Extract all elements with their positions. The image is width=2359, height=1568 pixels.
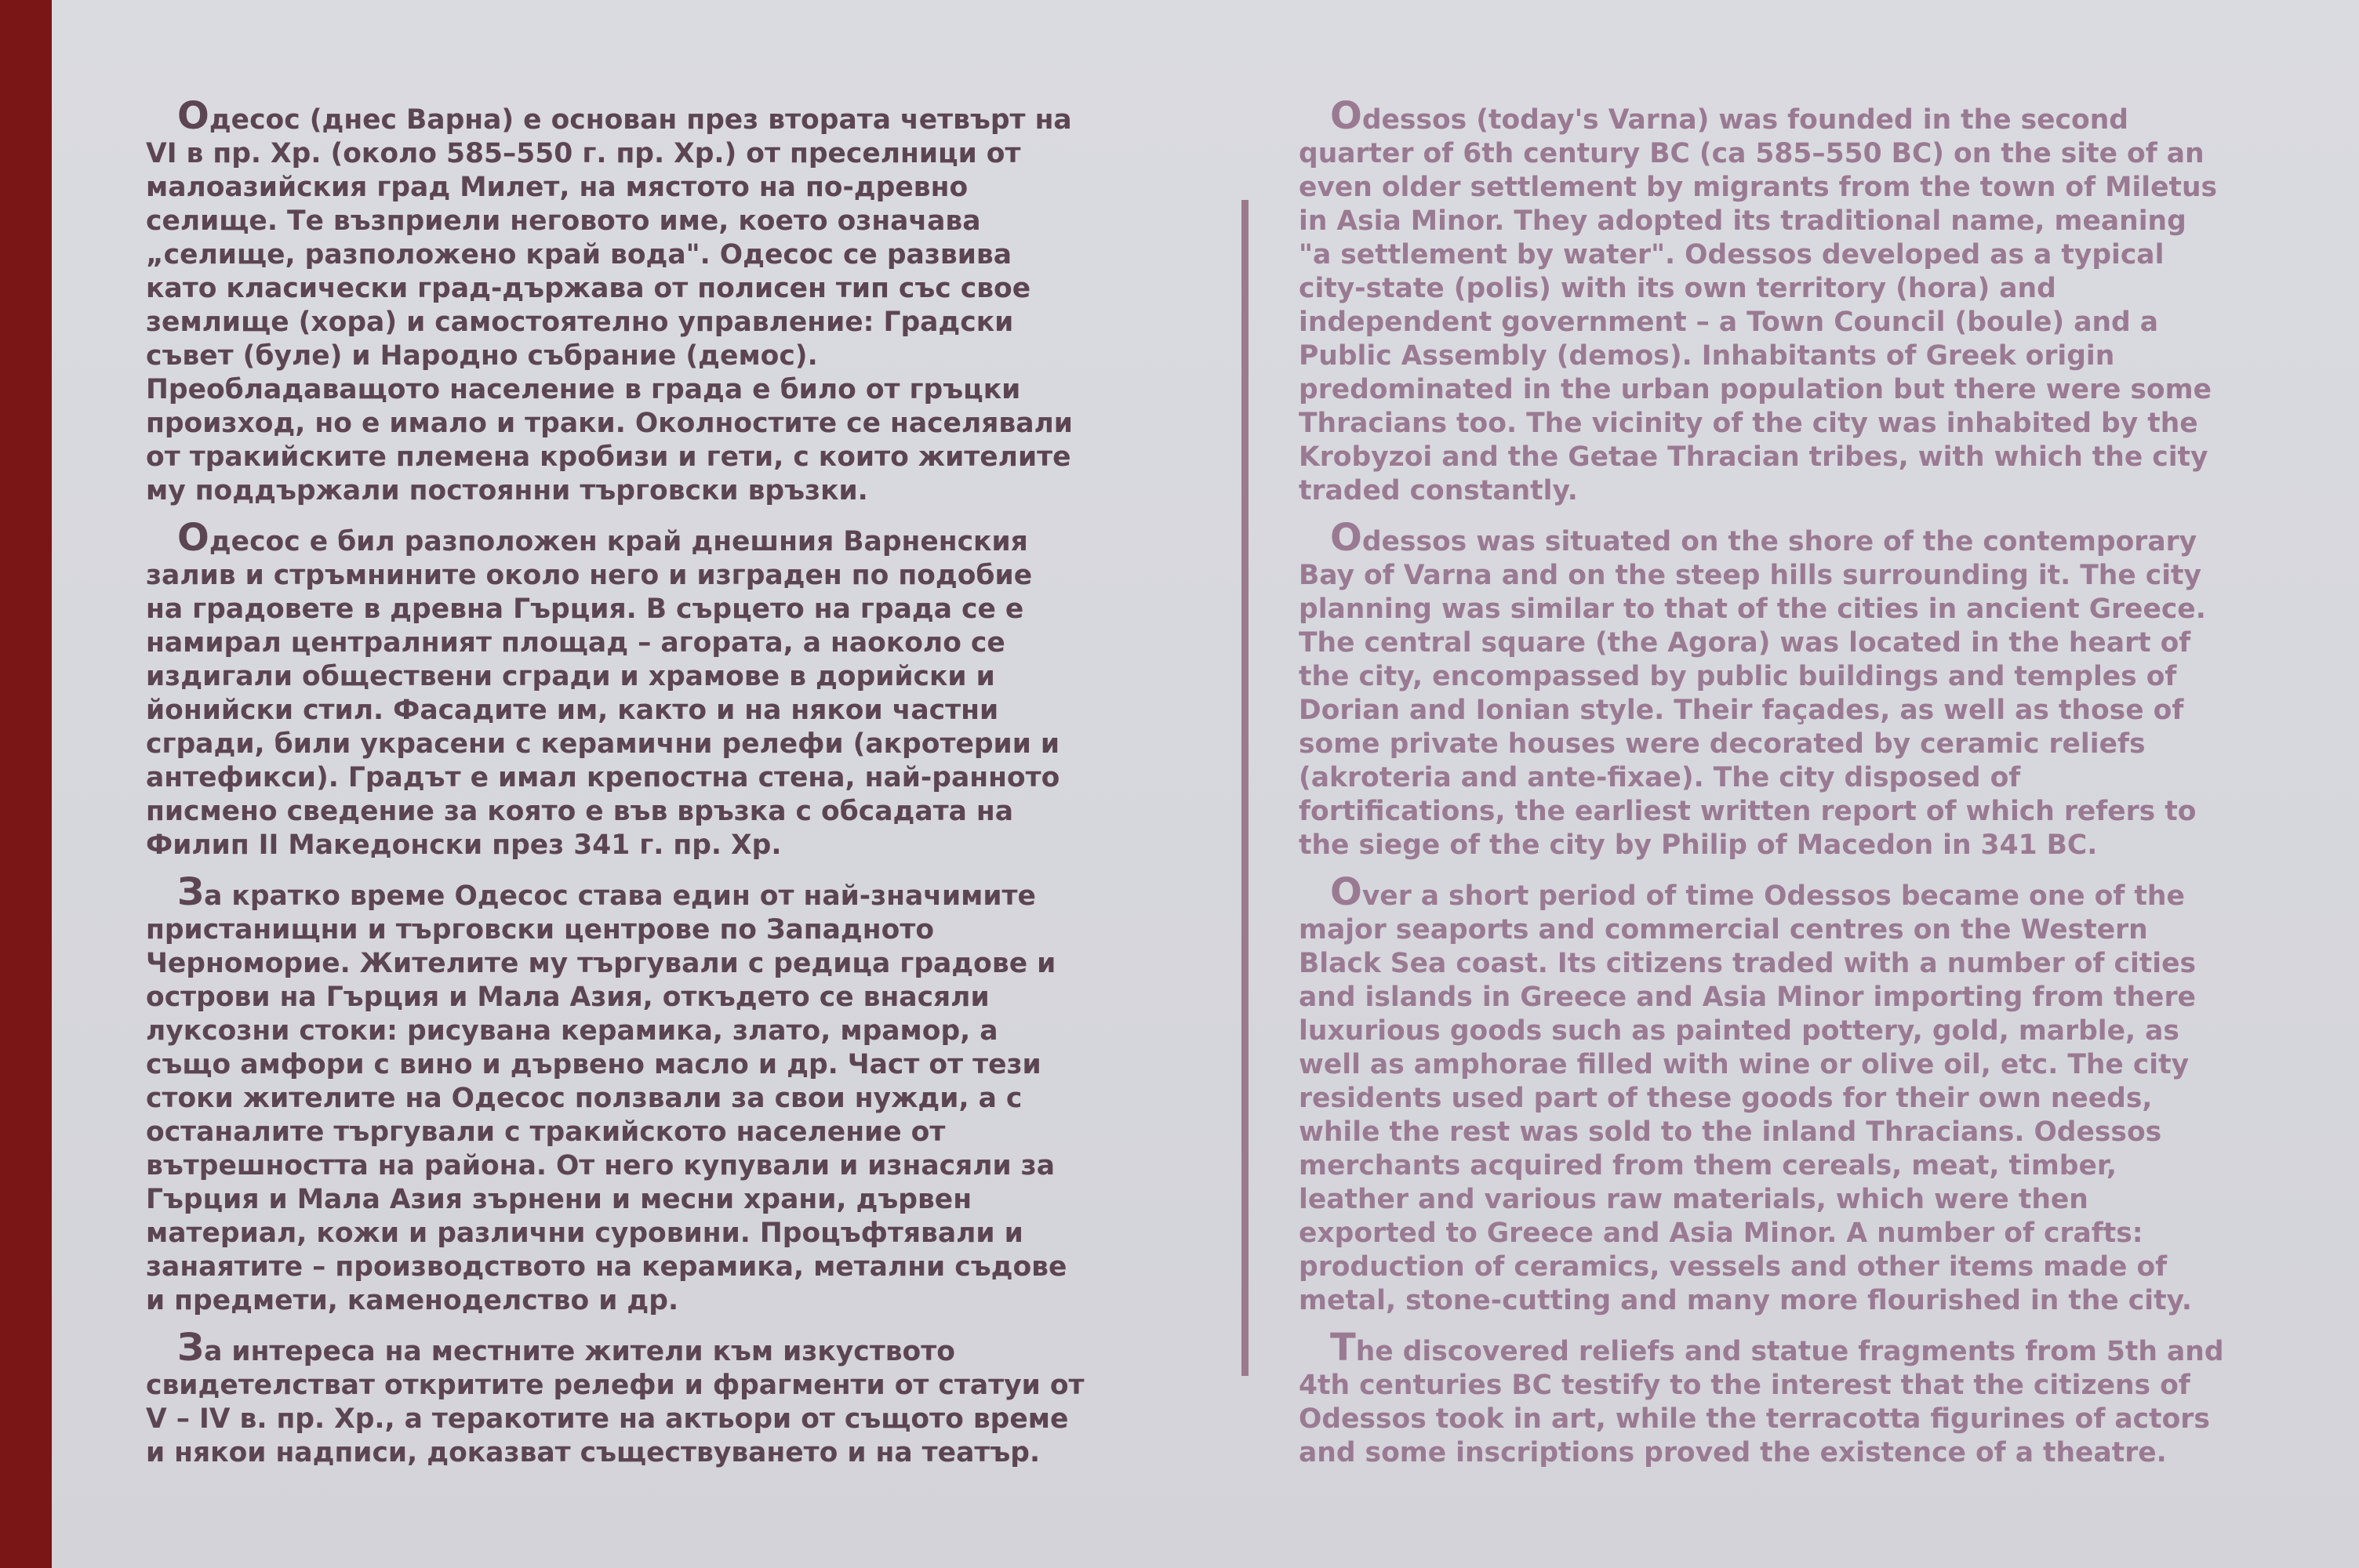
paragraph-text: he discovered reliefs and statue fragments from 5th and 4th centuries BC testify to the interest that the citizens of Odessos took in art, while the terracotta figurines of actors and some inscriptions proved the existence of a theatre.	[1299, 1336, 2224, 1468]
english-text-column	[1299, 94, 2334, 1481]
english-paragraph-1	[1299, 94, 2334, 508]
english-paragraph-4	[1299, 1326, 2334, 1470]
drop-cap: O	[1330, 94, 1362, 138]
drop-cap: O	[1330, 516, 1362, 560]
drop-cap: З	[177, 870, 205, 914]
bulgarian-paragraph-2	[146, 516, 1189, 862]
paragraph-text: десос (днес Варна) е основан през втората четвърт на VI в пр. Хр. (около 585–550 г. пр. Хр.) от преселници от малоазийския град Милет, на мястото на по-древно селище. Те възприели неговото име, което означава „селище, разположено край вода". Одесос се развива като класически град-държава от полисен тип със свое землище (хора) и самостоятелно управление: Градски съвет (буле) и Народно събрание (демос). Преобладаващото население в града е било от гръцки произход, но е имало и траки. Околностите се населявали от тракийските племена кробизи и гети, с които жителите му поддържали постоянни търговски връзки.	[146, 104, 1073, 506]
info-panel	[52, 0, 2359, 1568]
english-paragraph-3	[1299, 870, 2334, 1318]
bulgarian-paragraph-4	[146, 1326, 1189, 1470]
drop-cap: О	[177, 516, 209, 560]
column-divider	[1241, 200, 1249, 1376]
bulgarian-text-column	[146, 94, 1189, 1481]
drop-cap: О	[177, 94, 209, 138]
drop-cap: O	[1330, 870, 1362, 914]
bulgarian-paragraph-3	[146, 870, 1189, 1318]
paragraph-text: ver a short period of time Odessos became one of the major seaports and commercial centres on the Western Black Sea coast. Its citizens traded with a number of cities and islands in Greece and Asia Minor importing from there luxurious goods such as painted pottery, gold, marble, as well as amphorae filled with wine or olive oil, etc. The city residents used part of these goods for their own needs, while the rest was sold to the inland Thracians. Odessos merchants acquired from them cereals, meat, timber, leather and various raw materials, which were then exported to Greece and Asia Minor. A number of crafts: production of ceramics, vessels and other items made of metal, stone-cutting and many more flourished in the city.	[1299, 880, 2197, 1316]
paragraph-text: десос е бил разположен край днешния Варненския залив и стръмнините около него и изграден по подобие на градовете в древна Гърция. В сърцето на града се е намирал централният площад – агората, а наоколо се издигали обществени сгради и храмове в дорийски и йонийски стил. Фасадите им, както и на някои частни сгради, били украсени с керамични релефи (акротерии и антефикси). Градът е имал крепостна стена, най-ранното писмено сведение за която е във връзка с обсадата на Филип II Македонски през 341 г. пр. Хр.	[146, 526, 1060, 861]
paragraph-text: а кратко време Одесос става един от най-значимите пристанищни и търговски центрове по Западното Черноморие. Жителите му търгували с редица градове и острови на Гърция и Мала Азия, откъдето се внасяли луксозни стоки: рисувана керамика, злато, мрамор, а също амфори с вино и дървено масло и др. Част от тези стоки жителите на Одесос ползвали за свои нужди, а с останалите търгували с тракийското население от вътрешността на района. От него купували и изнасяли за Гърция и Мала Азия зърнени и месни храни, дървен материал, кожи и различни суровини. Процъфтявали и занаятите – производството на керамика, метални съдове и предмети, каменоделство и др.	[146, 880, 1067, 1316]
paragraph-text: а интереса на местните жители към изкуството свидетелстват откритите релефи и фрагменти от статуи от V – IV в. пр. Хр., а теракотите на актьори от същото време и някои надписи, доказват съществуването и на театър.	[146, 1336, 1085, 1468]
english-paragraph-2	[1299, 516, 2334, 862]
drop-cap: T	[1330, 1326, 1356, 1370]
paragraph-text: dessos was situated on the shore of the contemporary Bay of Varna and on the steep hills surrounding it. The city planning was similar to that of the cities in ancient Greece. The central square (the Agora) was located in the heart of the city, encompassed by public buildings and temples of Dorian and Ionian style. Their façades, as well as those of some private houses were decorated by ceramic reliefs (akroteria and ante-fixae). The city disposed of fortifications, the earliest written report of which refers to the siege of the city by Philip of Macedon in 341 BC.	[1299, 526, 2206, 861]
drop-cap: З	[177, 1326, 205, 1370]
paragraph-text: dessos (today's Varna) was founded in the second quarter of 6th century BC (ca 585–550 BC) on the site of an even older settlement by migrants from the town of Miletus in Asia Minor. They adopted its traditional name, meaning "a settlement by water". Odessos developed as a typical city-state (polis) with its own territory (hora) and independent government – a Town Council (boule) and a Public Assembly (demos). Inhabitants of Greek origin predominated in the urban population but there were some Thracians too. The vicinity of the city was inhabited by the Krobyzoi and the Getae Thracian tribes, with which the city traded constantly.	[1299, 104, 2218, 506]
bulgarian-paragraph-1	[146, 94, 1189, 508]
